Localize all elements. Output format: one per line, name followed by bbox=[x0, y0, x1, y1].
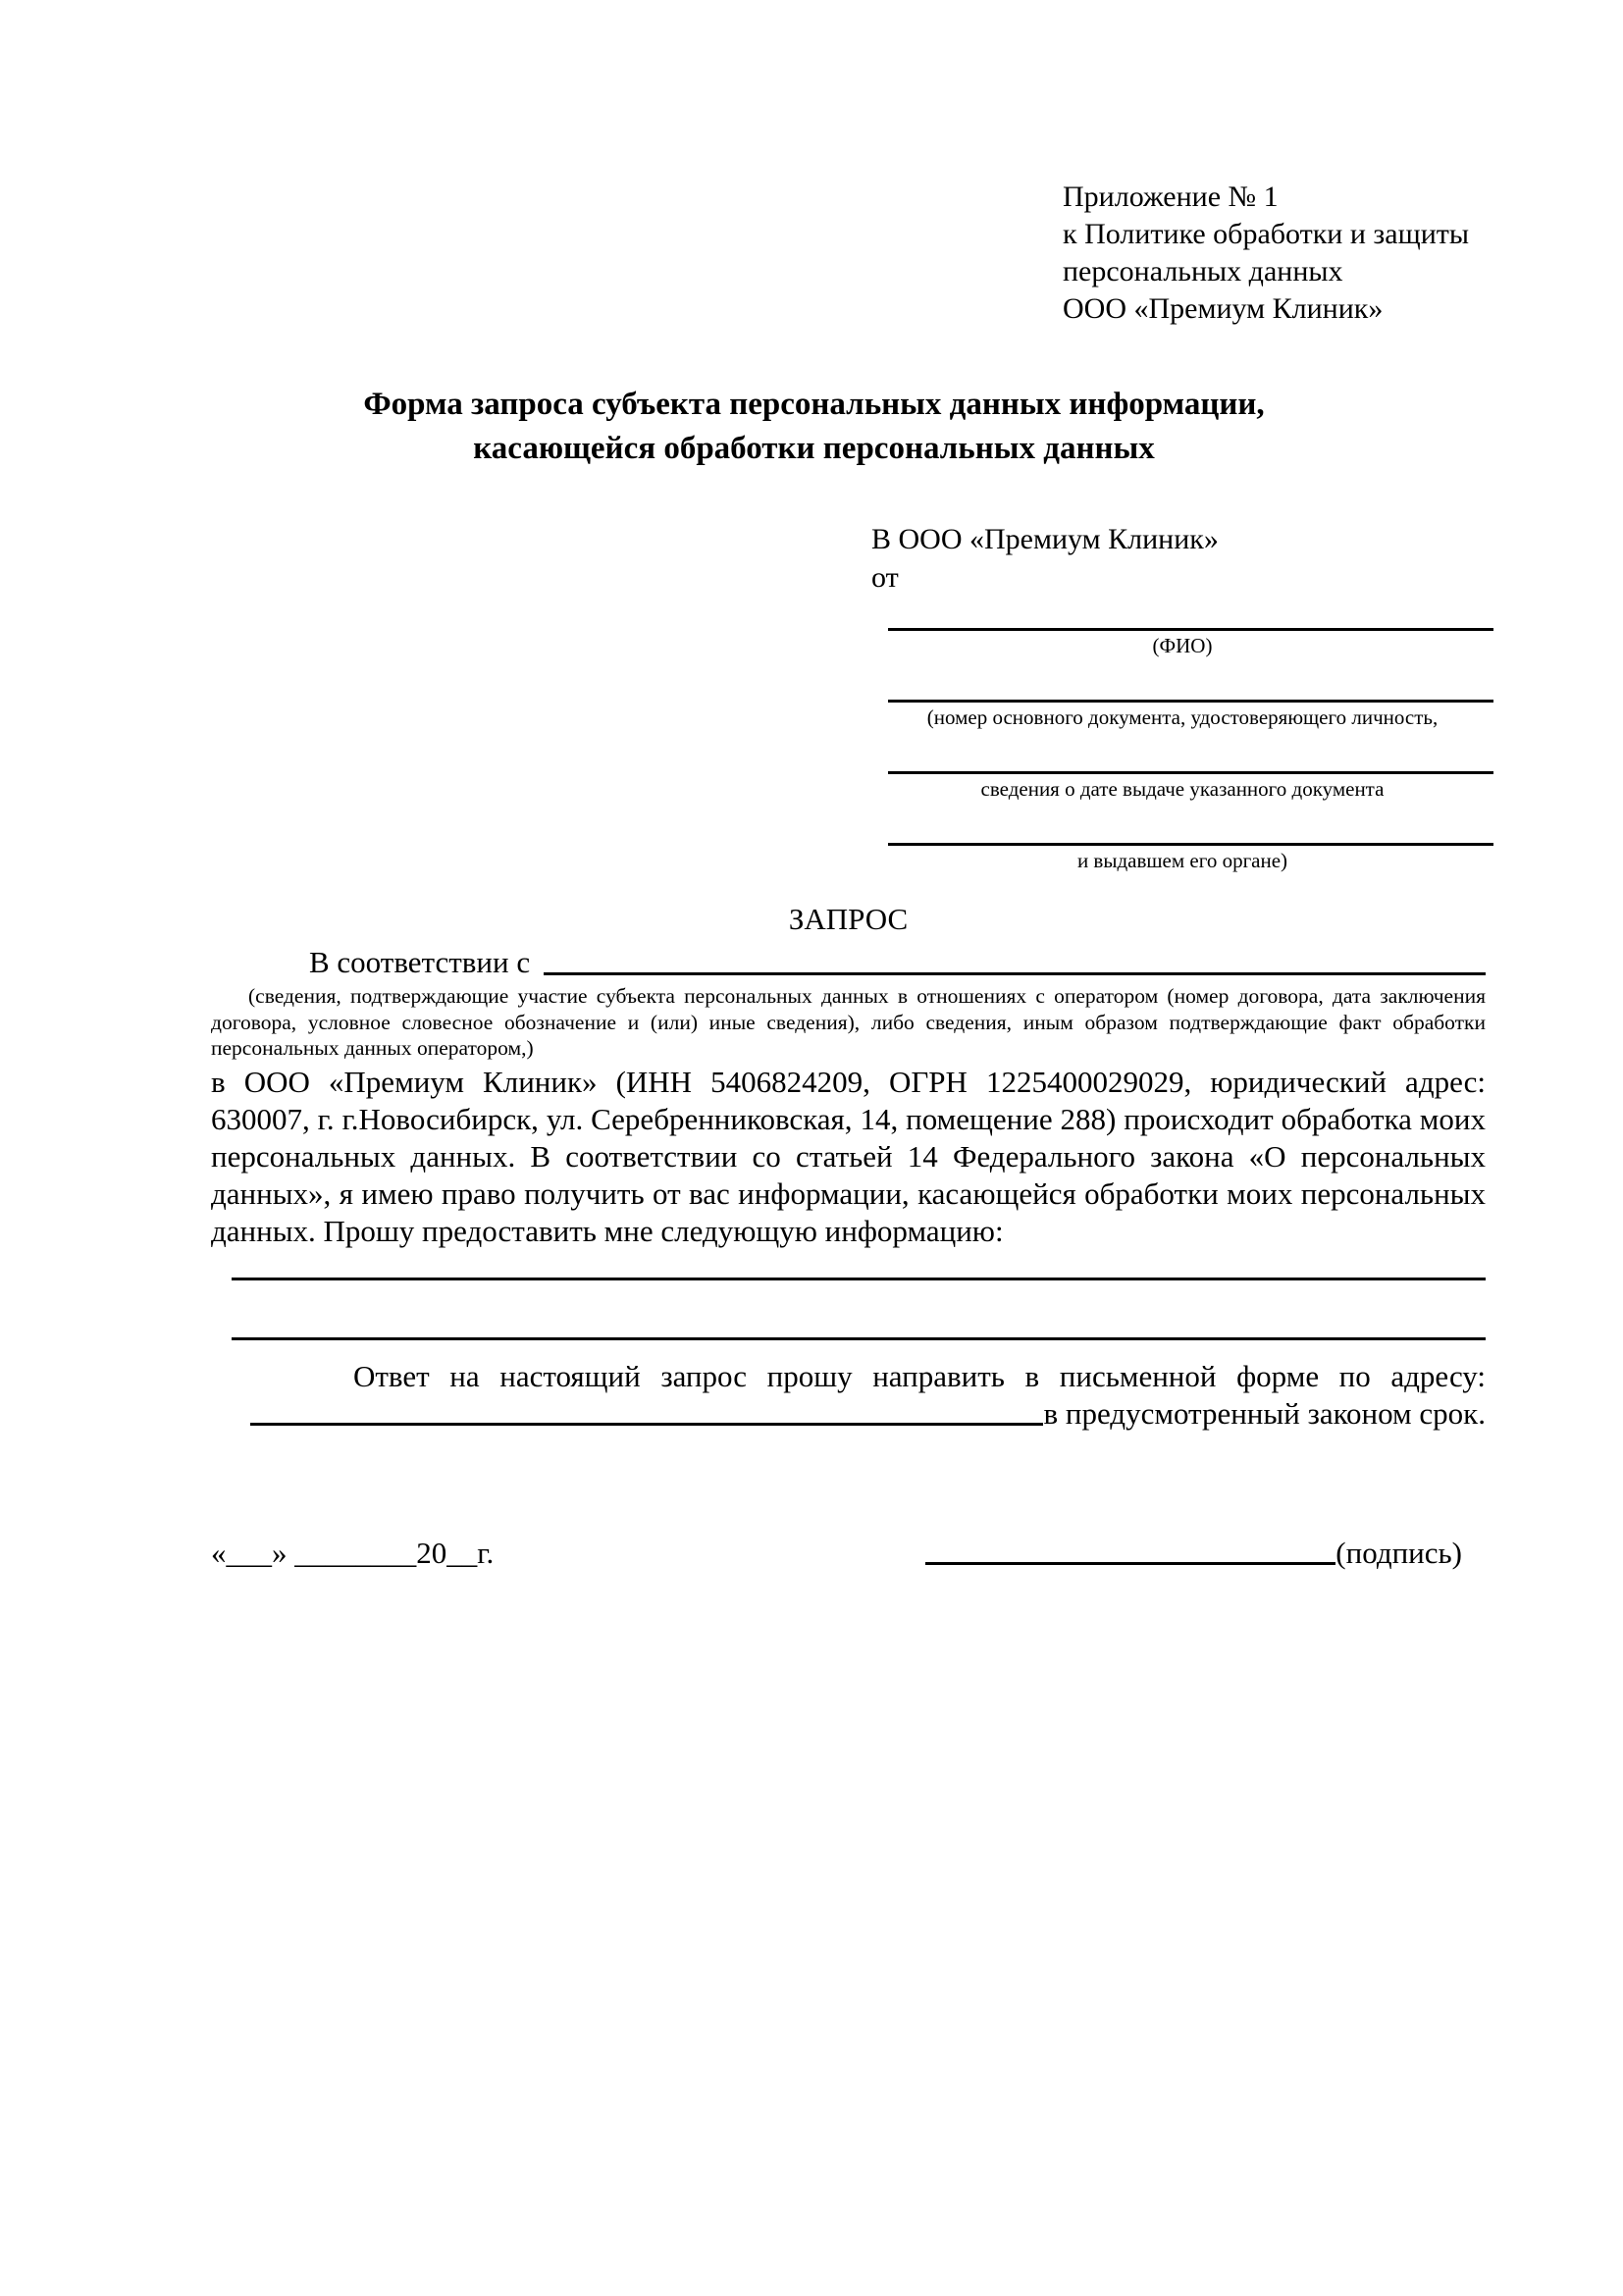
information-blank-line-1 bbox=[232, 1278, 1486, 1280]
issuing-authority-field bbox=[871, 811, 1493, 873]
appendix-header-line: к Политике обработки и защиты bbox=[1063, 218, 1470, 250]
document-title-line2: касающейся обработки персональных данных bbox=[473, 431, 1155, 466]
reply-suffix: в предусмотренный законом срок. bbox=[1043, 1395, 1486, 1431]
date-blank-text: «___» ________20__г. bbox=[211, 1535, 495, 1570]
request-body-paragraph: в ООО «Премиум Клиник» (ИНН 5406824209, ОГРН 1225400029029, юридический адрес: 630007, г. г.Новосибирск, ул. Серебренниковская, 14, помещение 288) происходит обработка моих персональных данных. В соответствии со статьей 14 Федерального закона «О персональных данных», я имею право получить от вас информации, касающейся обработки моих персональных данных. Прошу предоставить мне следующую информацию: bbox=[211, 1064, 1486, 1248]
date-signature-row bbox=[211, 1531, 1486, 1572]
signature-area bbox=[925, 1531, 1462, 1572]
information-blank-line-2 bbox=[232, 1337, 1486, 1340]
request-heading: ЗАПРОС bbox=[788, 902, 909, 936]
issuing-authority-blank-line bbox=[888, 811, 1493, 846]
addressee-to: В ООО «Премиум Клиник» bbox=[871, 523, 1219, 555]
document-number-caption: (номер основного документа, удостоверяющего личность, bbox=[926, 705, 1439, 729]
accordance-prefix: В соответствии с bbox=[309, 945, 531, 979]
fio-field bbox=[871, 597, 1493, 658]
document-title bbox=[142, 383, 1486, 471]
appendix-header-line: персональных данных bbox=[1063, 255, 1343, 287]
issue-date-field bbox=[871, 740, 1493, 802]
document-number-blank-line bbox=[888, 668, 1493, 703]
document-title-line1: Форма запроса субъекта персональных данных информации, bbox=[363, 387, 1265, 422]
fio-blank-line bbox=[888, 597, 1493, 631]
appendix-header-line: Приложение № 1 bbox=[1063, 181, 1279, 213]
reply-address-sentence: Ответ на настоящий запрос прошу направить в письменной форме по адресу: bbox=[353, 1358, 1486, 1393]
reply-address-row bbox=[211, 1395, 1486, 1433]
fio-caption: (ФИО) bbox=[1152, 634, 1213, 657]
appendix-header-line: ООО «Премиум Клиник» bbox=[1063, 292, 1384, 325]
signature-caption: (подпись) bbox=[1335, 1535, 1462, 1570]
document-number-field bbox=[871, 668, 1493, 730]
appendix-header bbox=[1063, 179, 1486, 328]
issue-date-blank-line bbox=[888, 740, 1493, 774]
accordance-footnote: (сведения, подтверждающие участие субъекта персональных данных в отношениях с оператором (номер договора, дата заключения договора, условное словесное обозначение и (или) иные сведения), либо сведения, иным образом подтверждающие факт обработки персональных данных оператором,) bbox=[211, 984, 1486, 1060]
accordance-blank-line bbox=[544, 944, 1486, 975]
signature-blank-line bbox=[925, 1531, 1335, 1565]
accordance-row bbox=[211, 944, 1486, 981]
addressee-from-label: от bbox=[871, 561, 899, 594]
addressee-block bbox=[871, 520, 1493, 873]
reply-address-blank-line bbox=[250, 1423, 1043, 1426]
issuing-authority-caption: и выдавшем его органе) bbox=[1076, 849, 1288, 872]
issue-date-caption: сведения о дате выдаче указанного документа bbox=[980, 777, 1385, 801]
